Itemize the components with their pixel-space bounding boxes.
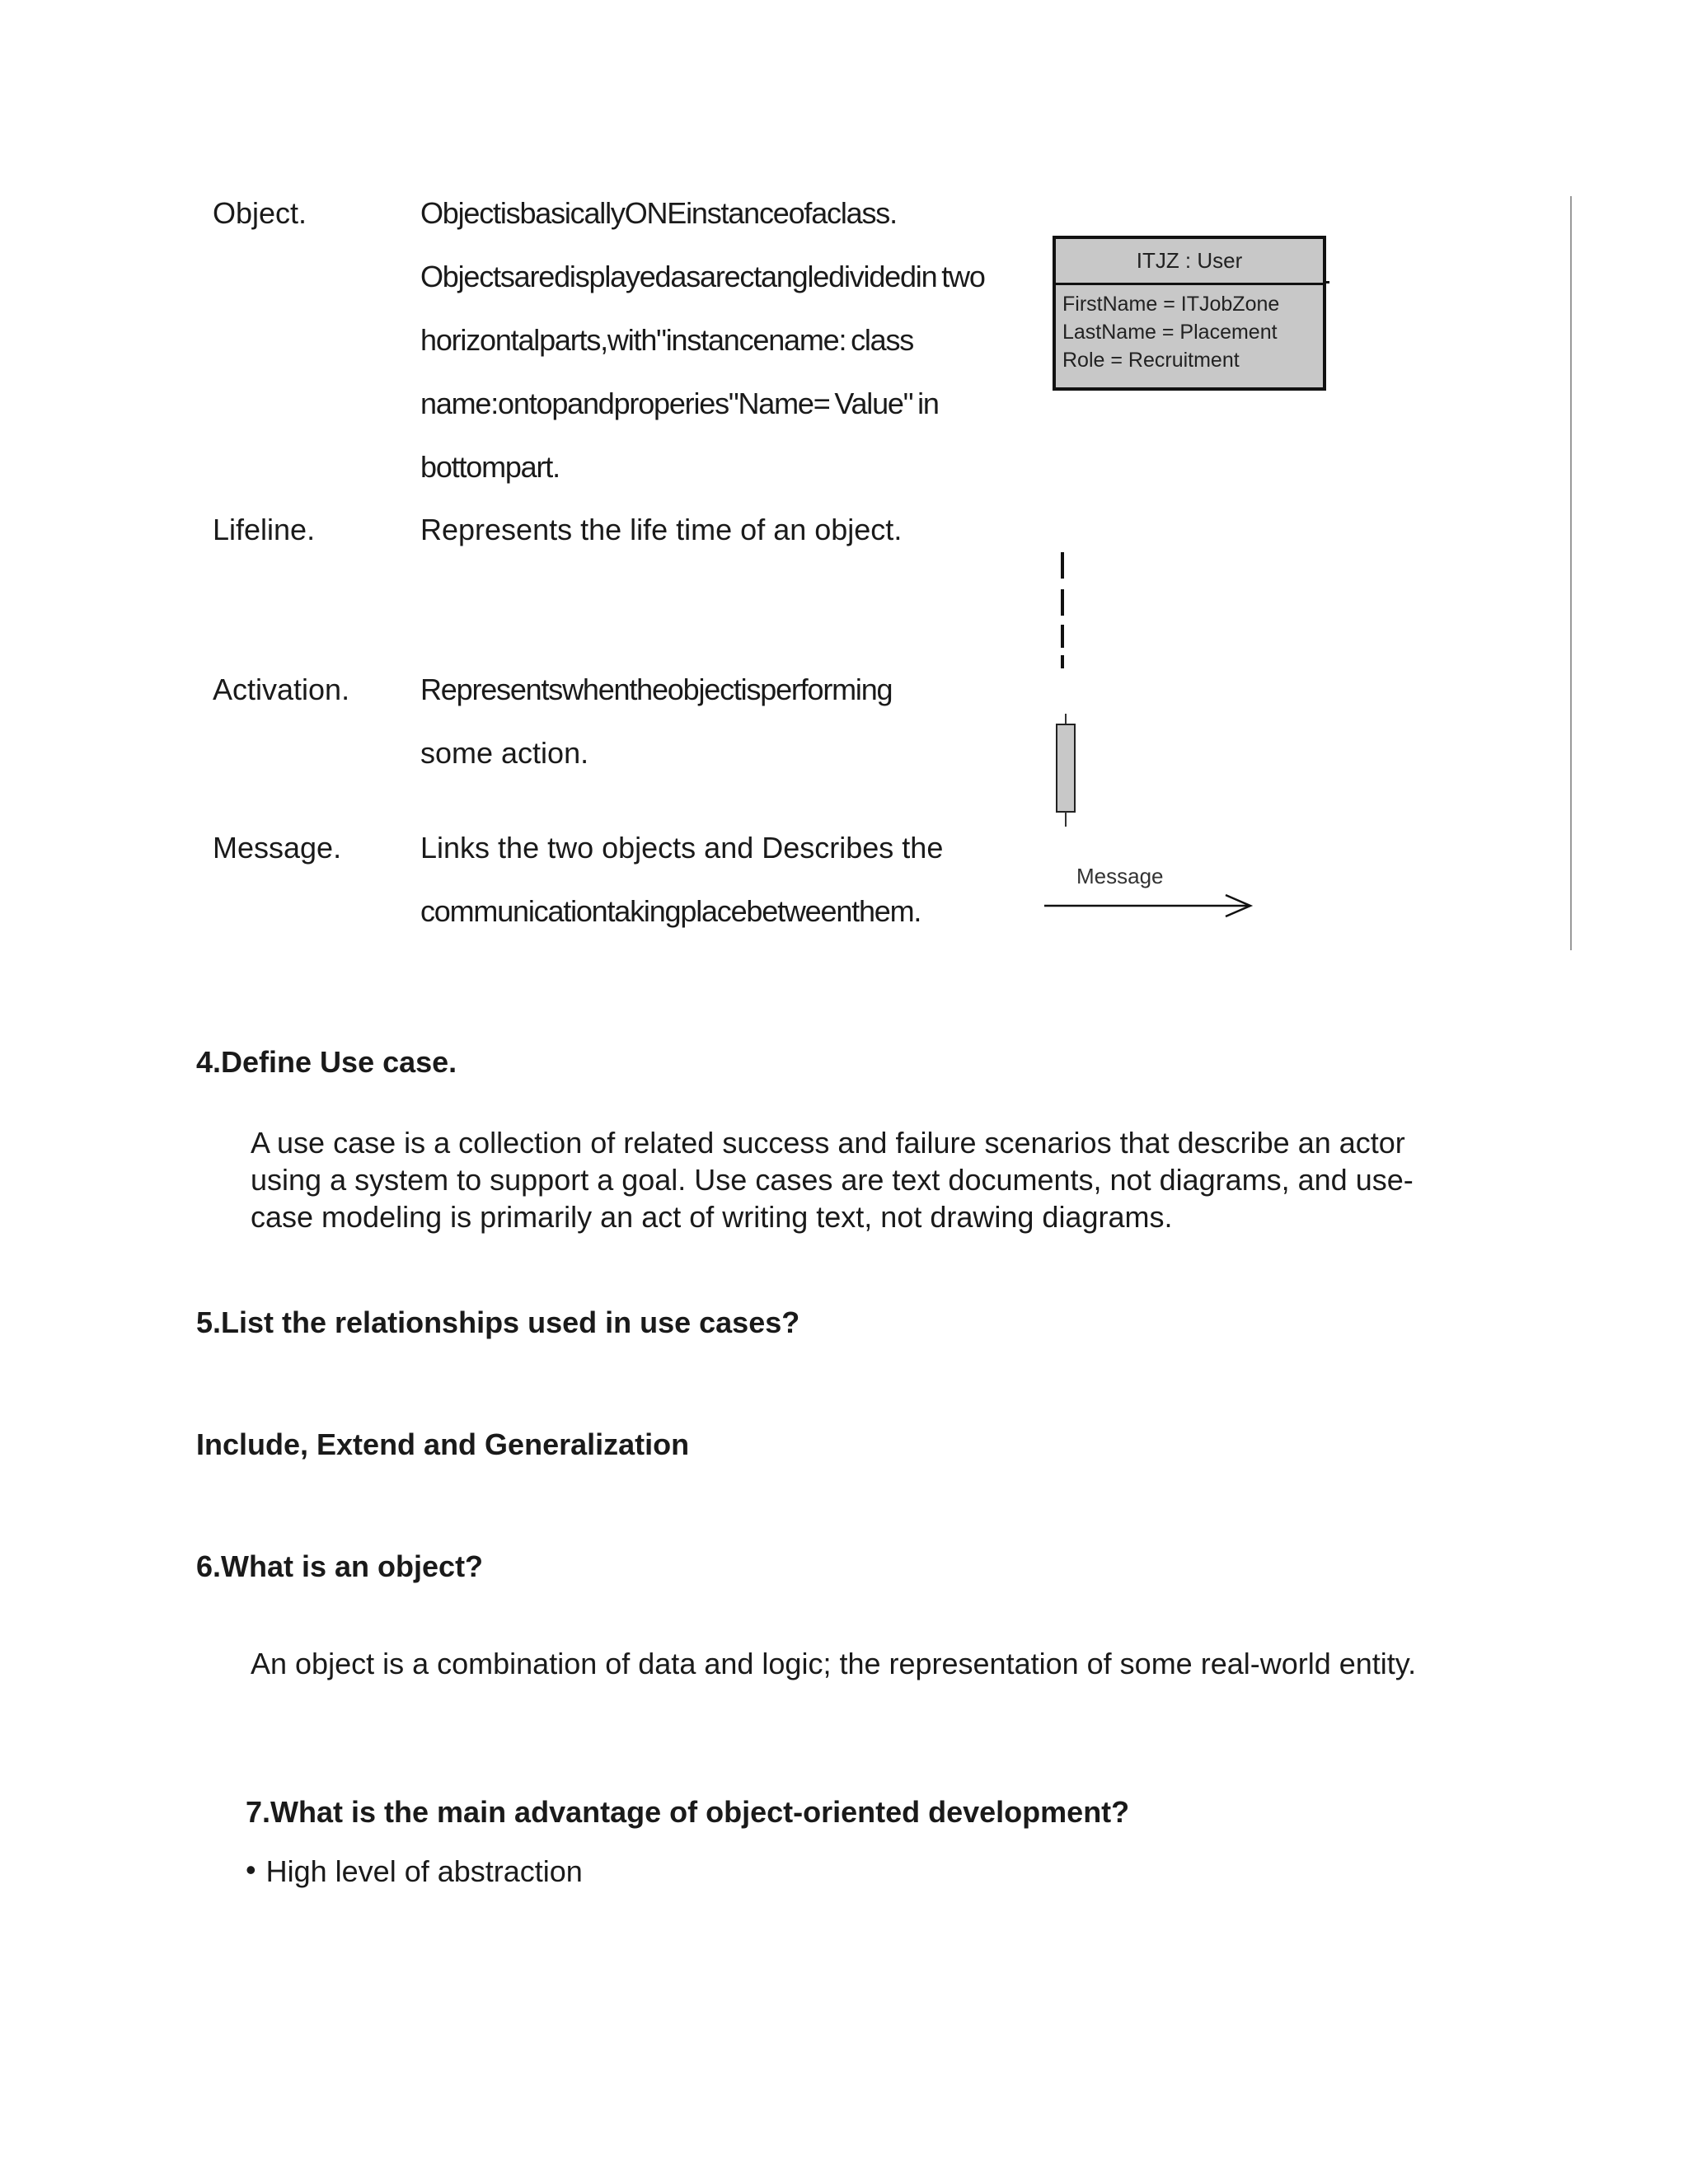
q7-heading: 7.What is the main advantage of object-oriented development? <box>246 1795 1130 1829</box>
desc-message-line-2: communicationtakingplacebetweenthem. <box>420 894 921 928</box>
lifeline-dash <box>1061 655 1064 668</box>
desc-object-line-2: Objectsaredisplayedasarectangledividedin two <box>420 260 985 293</box>
q5-answer: Include, Extend and Generalization <box>196 1427 690 1461</box>
activation-stem-bottom <box>1065 812 1067 827</box>
desc-activation-line-2: some action. <box>420 736 589 770</box>
lifeline-dash <box>1061 552 1064 579</box>
message-arrow-icon <box>1043 890 1257 923</box>
uml-object-property: FirstName = ITJobZone <box>1062 293 1280 316</box>
lifeline-dash <box>1061 625 1064 648</box>
q6-body: An object is a combination of data and logic; the representation of some real-world entity. <box>251 1647 1417 1680</box>
q7-list-item <box>246 1853 583 1890</box>
lifeline-dash <box>1061 589 1064 616</box>
desc-object-line-1: ObjectisbasicallyONEinstanceofaclass. <box>420 196 897 230</box>
bullet-icon: • <box>246 1853 256 1886</box>
uml-object-diagram <box>1053 236 1326 391</box>
uml-object-property: LastName = Placement <box>1062 321 1278 344</box>
desc-object-line-5: bottompart. <box>420 450 560 484</box>
uml-object-properties <box>1056 285 1323 374</box>
desc-message-line-1: Links the two objects and Describes the <box>420 831 944 865</box>
term-activation: Activation. <box>213 673 350 706</box>
desc-object-line-4: name:ontopandproperies"Name= Value" in <box>420 387 939 420</box>
q4-body: A use case is a collection of related success and failure scenarios that describe an actor using a system to support a goal. Use cases are text documents, not diagrams, and use-case modeling is primarily an act of writing text, not drawing diagrams. <box>251 1126 1414 1234</box>
term-lifeline: Lifeline. <box>213 513 316 546</box>
q4-heading: 4.Define Use case. <box>196 1045 457 1079</box>
activation-bar <box>1056 724 1076 813</box>
desc-activation-line-1: Representswhentheobjectisperforming <box>420 673 893 706</box>
uml-object-property: Role = Recruitment <box>1062 349 1240 372</box>
term-message: Message. <box>213 831 342 865</box>
q5-heading: 5.List the relationships used in use cases? <box>196 1305 800 1339</box>
desc-lifeline: Represents the life time of an object. <box>420 513 903 546</box>
desc-object-line-3: horizontalparts,with"instancename: class <box>420 323 914 357</box>
message-label: Message <box>1076 864 1164 888</box>
uml-object-header: ITJZ : User <box>1056 239 1323 285</box>
q7-item-text: High level of abstraction <box>265 1854 583 1888</box>
q6-heading: 6.What is an object? <box>196 1549 484 1583</box>
term-object: Object. <box>213 196 307 230</box>
uml-object-divider-ext <box>1323 281 1329 284</box>
margin-rule <box>1570 196 1572 950</box>
